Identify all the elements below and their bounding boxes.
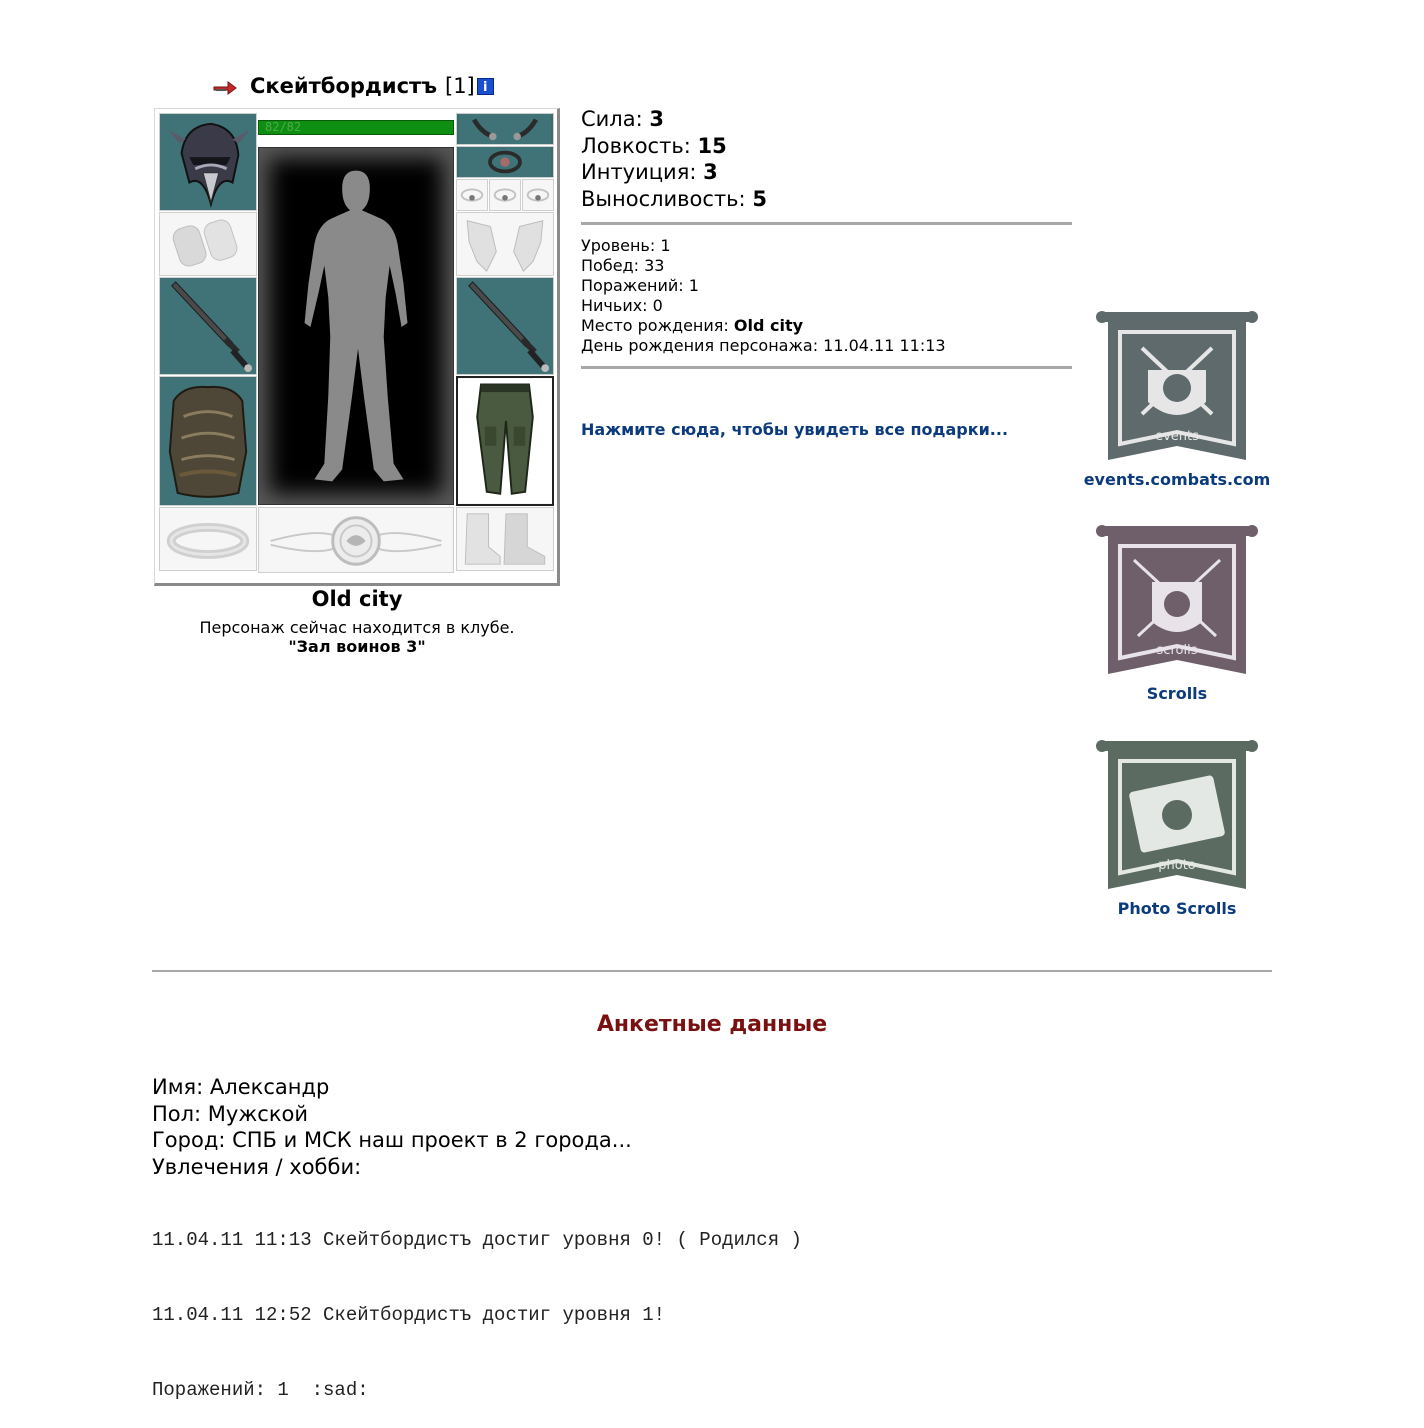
sword-icon — [457, 278, 553, 374]
pants-slot[interactable] — [456, 376, 554, 506]
banner-events-link[interactable]: events.combats.com — [1083, 470, 1271, 489]
profile-city: Город: СПБ и МСК наш проект в 2 города... — [152, 1128, 632, 1152]
bracers-slot[interactable] — [159, 212, 257, 276]
character-info — [581, 236, 946, 356]
banner-scrolls[interactable] — [1082, 524, 1272, 703]
info-icon[interactable]: i — [477, 78, 494, 95]
gloves-slot[interactable] — [456, 212, 554, 276]
banner-photo-link[interactable]: Photo Scrolls — [1117, 899, 1237, 918]
emblem-slot[interactable] — [258, 507, 454, 573]
gloves-icon — [457, 213, 553, 275]
character-name: Скейтбордистъ — [250, 74, 437, 98]
log-line: Поражений: 1 :sad: — [152, 1379, 369, 1401]
info-wins: Побед: 33 — [581, 256, 665, 275]
section-divider — [152, 970, 1272, 972]
room-name: "Зал воинов 3" — [288, 637, 426, 656]
profile-hobby: Увлечения / хобби: — [152, 1154, 362, 1179]
profile-name: Имя: Александр — [152, 1075, 330, 1099]
stat-agility: Ловкость: 15 — [581, 133, 727, 158]
info-losses: Поражений: 1 — [581, 276, 699, 295]
city-title: Old city — [311, 587, 403, 611]
earrings-slot[interactable] — [456, 113, 554, 145]
location-note: Персонаж сейчас находится в клубе. — [199, 618, 515, 637]
ring-slot-2[interactable] — [489, 179, 521, 211]
necklace-icon — [457, 147, 553, 177]
stat-intuition: Интуиция: 3 — [581, 160, 718, 184]
info-level: Уровень: 1 — [581, 236, 671, 255]
scrolls-banner-icon[interactable] — [1096, 524, 1258, 680]
equipment-panel — [154, 108, 560, 586]
info-birthplace: Место рождения: Old city — [581, 316, 804, 335]
info-divider — [581, 366, 1072, 369]
banner-scrolls-link[interactable]: Scrolls — [1146, 684, 1208, 703]
profile-data — [152, 1074, 632, 1180]
hp-text: 82/82 — [265, 120, 302, 134]
body-silhouette-icon — [259, 148, 453, 504]
armor-icon — [160, 377, 256, 505]
belt-slot[interactable] — [159, 507, 257, 571]
banner-events[interactable] — [1082, 310, 1272, 489]
svg-text:photo: photo — [1158, 858, 1196, 873]
info-birthday: День рождения персонажа: 11.04.11 11:13 — [581, 336, 946, 355]
helmet-icon — [160, 114, 256, 210]
svg-text:scrolls: scrolls — [1156, 643, 1198, 658]
log-line: 11.04.11 11:13 Скейтбордистъ достиг уровня 0! ( Родился ) — [152, 1229, 802, 1251]
ring-icon — [490, 180, 520, 210]
stats-list — [581, 106, 767, 212]
helmet-slot[interactable] — [159, 113, 257, 211]
belt-icon — [160, 508, 256, 570]
stat-endurance: Выносливость: 5 — [581, 186, 767, 211]
hp-bar — [258, 120, 454, 135]
ring-icon — [523, 180, 553, 210]
profile-title: Анкетные данные — [596, 1012, 828, 1037]
weapon-left-slot[interactable] — [159, 277, 257, 375]
character-silhouette — [258, 147, 454, 505]
stat-strength: Сила: 3 — [581, 107, 664, 131]
necklace-slot[interactable] — [456, 146, 554, 178]
arrow-right-icon[interactable] — [212, 76, 238, 96]
boots-icon — [457, 508, 553, 570]
weapon-right-slot[interactable] — [456, 277, 554, 375]
pants-icon — [458, 378, 552, 504]
combats-emblem-icon — [259, 508, 453, 572]
ring-slot-1[interactable] — [456, 179, 488, 211]
gifts-link[interactable]: Нажмите сюда, чтобы увидеть все подарки... — [581, 420, 1009, 439]
bracers-icon — [160, 213, 256, 275]
stats-divider — [581, 222, 1072, 225]
svg-text:events: events — [1155, 429, 1199, 444]
boots-slot[interactable] — [456, 507, 554, 571]
banner-photo[interactable] — [1082, 739, 1272, 918]
profile-log — [152, 1178, 802, 1428]
ring-slot-3[interactable] — [522, 179, 554, 211]
log-line: 11.04.11 12:52 Скейтбордистъ достиг уровня 1! — [152, 1304, 666, 1326]
info-draws: Ничьих: 0 — [581, 296, 663, 315]
events-banner-icon[interactable] — [1096, 310, 1258, 466]
character-header — [212, 72, 494, 100]
earrings-icon — [457, 114, 553, 144]
profile-gender: Пол: Мужской — [152, 1101, 309, 1126]
sword-icon — [160, 278, 256, 374]
armor-slot[interactable] — [159, 376, 257, 506]
ring-icon — [457, 180, 487, 210]
photo-banner-icon[interactable] — [1096, 739, 1258, 895]
character-level: [1] — [445, 74, 475, 98]
